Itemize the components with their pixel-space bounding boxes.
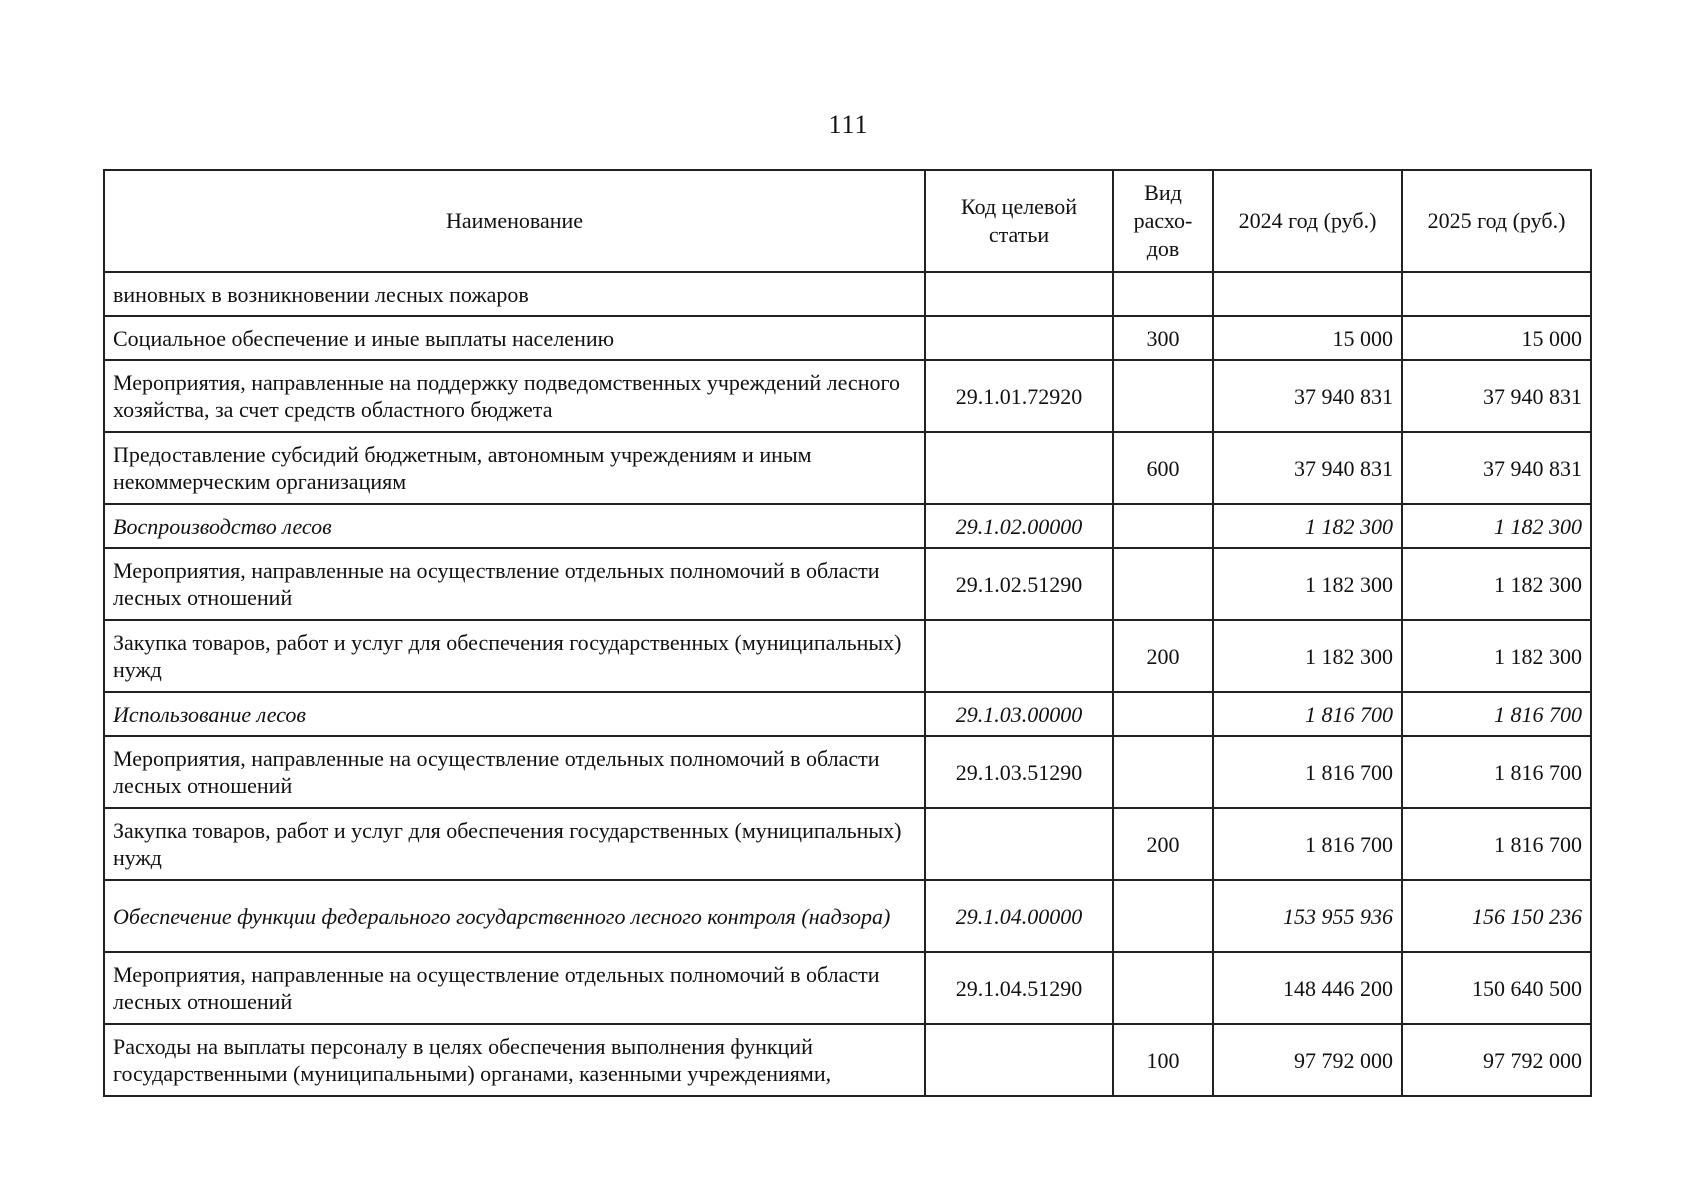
cell-name: Использование лесов	[104, 692, 925, 736]
table-row	[104, 1024, 1591, 1096]
table-header-row	[104, 170, 1591, 272]
cell-code: 29.1.04.00000	[925, 880, 1113, 952]
cell-code	[925, 1024, 1113, 1096]
cell-2024: 1 816 700	[1213, 736, 1402, 808]
cell-2025: 1 816 700	[1402, 736, 1591, 808]
budget-table	[103, 169, 1592, 1097]
cell-code	[925, 808, 1113, 880]
table-row	[104, 316, 1591, 360]
cell-type: 200	[1113, 808, 1213, 880]
cell-2024	[1213, 272, 1402, 316]
table-row	[104, 272, 1591, 316]
cell-2025: 15 000	[1402, 316, 1591, 360]
cell-2024: 1 182 300	[1213, 504, 1402, 548]
cell-2024: 1 816 700	[1213, 808, 1402, 880]
cell-type	[1113, 880, 1213, 952]
cell-type	[1113, 548, 1213, 620]
table-row-section	[104, 880, 1591, 952]
header-year-2025: 2025 год (руб.)	[1402, 170, 1591, 272]
page-number: 111	[828, 110, 869, 139]
cell-2025: 150 640 500	[1402, 952, 1591, 1024]
cell-code: 29.1.02.00000	[925, 504, 1113, 548]
table-row	[104, 952, 1591, 1024]
cell-2025: 1 182 300	[1402, 504, 1591, 548]
cell-2025: 1 182 300	[1402, 620, 1591, 692]
cell-type: 200	[1113, 620, 1213, 692]
header-type: Вид расхо-дов	[1113, 170, 1213, 272]
cell-2024: 1 816 700	[1213, 692, 1402, 736]
cell-2024: 15 000	[1213, 316, 1402, 360]
cell-type	[1113, 692, 1213, 736]
cell-name: Закупка товаров, работ и услуг для обеспечения государственных (муниципальных) нужд	[104, 808, 925, 880]
table-row	[104, 736, 1591, 808]
table-row-section	[104, 692, 1591, 736]
cell-type	[1113, 360, 1213, 432]
cell-type	[1113, 736, 1213, 808]
cell-2025: 1 182 300	[1402, 548, 1591, 620]
cell-2025: 1 816 700	[1402, 808, 1591, 880]
cell-name: Закупка товаров, работ и услуг для обеспечения государственных (муниципальных) нужд	[104, 620, 925, 692]
cell-2024: 1 182 300	[1213, 620, 1402, 692]
cell-type	[1113, 952, 1213, 1024]
cell-name: Обеспечение функции федерального государственного лесного контроля (надзора)	[104, 880, 925, 952]
cell-type: 600	[1113, 432, 1213, 504]
cell-name: Мероприятия, направленные на осуществление отдельных полномочий в области лесных отношений	[104, 736, 925, 808]
cell-2024: 148 446 200	[1213, 952, 1402, 1024]
cell-2025	[1402, 272, 1591, 316]
cell-code: 29.1.03.00000	[925, 692, 1113, 736]
table-row-section	[104, 504, 1591, 548]
cell-code: 29.1.04.51290	[925, 952, 1113, 1024]
cell-code	[925, 620, 1113, 692]
cell-type: 300	[1113, 316, 1213, 360]
cell-2025: 1 816 700	[1402, 692, 1591, 736]
cell-2024: 37 940 831	[1213, 360, 1402, 432]
cell-code	[925, 432, 1113, 504]
header-name: Наименование	[104, 170, 925, 272]
table-row	[104, 548, 1591, 620]
cell-code: 29.1.03.51290	[925, 736, 1113, 808]
cell-name: Мероприятия, направленные на осуществление отдельных полномочий в области лесных отношений	[104, 548, 925, 620]
cell-name: Предоставление субсидий бюджетным, автономным учреждениям и иным некоммерческим организациям	[104, 432, 925, 504]
cell-type	[1113, 504, 1213, 548]
table-row	[104, 432, 1591, 504]
cell-2025: 97 792 000	[1402, 1024, 1591, 1096]
cell-name: Мероприятия, направленные на поддержку подведомственных учреждений лесного хозяйства, за счет средств областного бюджета	[104, 360, 925, 432]
cell-code: 29.1.02.51290	[925, 548, 1113, 620]
cell-code	[925, 272, 1113, 316]
table-row	[104, 808, 1591, 880]
table-row	[104, 360, 1591, 432]
cell-name: Мероприятия, направленные на осуществление отдельных полномочий в области лесных отношений	[104, 952, 925, 1024]
cell-name: виновных в возникновении лесных пожаров	[104, 272, 925, 316]
header-code: Код целевой статьи	[925, 170, 1113, 272]
table-row	[104, 620, 1591, 692]
cell-type: 100	[1113, 1024, 1213, 1096]
cell-type	[1113, 272, 1213, 316]
cell-name: Расходы на выплаты персоналу в целях обеспечения выполнения функций государственными (муниципальными) органами, казенными учреждениями,	[104, 1024, 925, 1096]
cell-2024: 153 955 936	[1213, 880, 1402, 952]
cell-code	[925, 316, 1113, 360]
cell-2025: 37 940 831	[1402, 432, 1591, 504]
cell-name: Социальное обеспечение и иные выплаты населению	[104, 316, 925, 360]
cell-2024: 97 792 000	[1213, 1024, 1402, 1096]
cell-name: Воспроизводство лесов	[104, 504, 925, 548]
header-year-2024: 2024 год (руб.)	[1213, 170, 1402, 272]
cell-code: 29.1.01.72920	[925, 360, 1113, 432]
cell-2024: 1 182 300	[1213, 548, 1402, 620]
cell-2025: 37 940 831	[1402, 360, 1591, 432]
cell-2024: 37 940 831	[1213, 432, 1402, 504]
cell-2025: 156 150 236	[1402, 880, 1591, 952]
